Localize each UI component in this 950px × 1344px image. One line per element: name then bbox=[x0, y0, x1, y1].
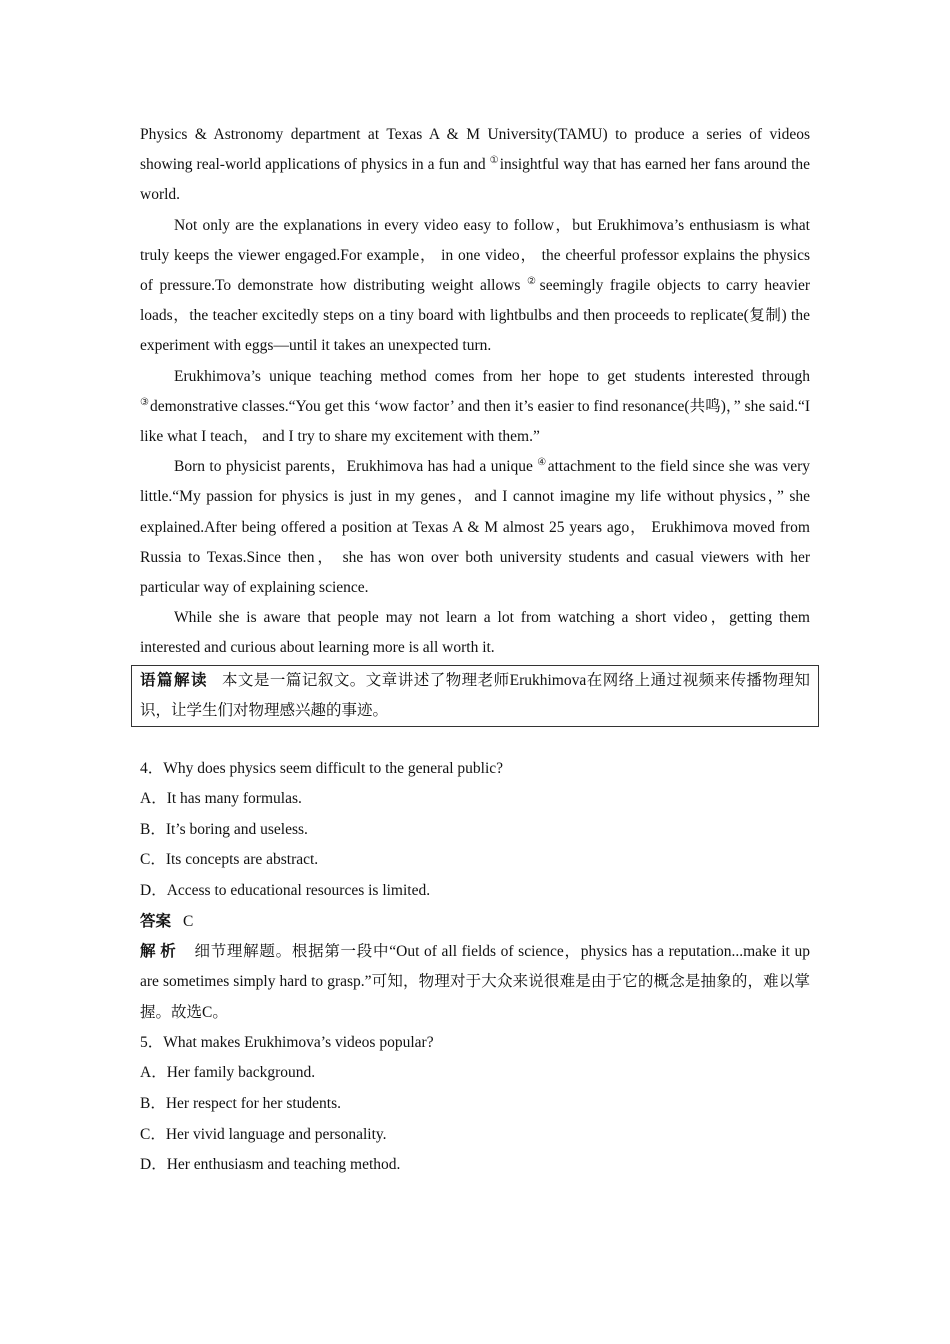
question-4-option-d: D．Access to educational resources is limited. bbox=[140, 882, 431, 900]
question-4-analysis bbox=[140, 937, 810, 1028]
reading-summary-box bbox=[131, 665, 819, 727]
passage-paragraph-3: Erukhimova’s unique teaching method comes from her hope to get students interested through ③demonstrative classes.“You get this ‘wow factor’ and then it’s easier to find resonance(共鸣)，” she said.“I like what I teach， and I try to share my excitement with them.” bbox=[140, 367, 811, 446]
passage-paragraph-2: Not only are the explanations in every video easy to follow，but Erukhimova’s enthusiasm is what truly keeps the viewer engaged.For example， in one video， the cheerful professor explains the physics of pressure.To demonstrate how distributing weight allows ②seemingly fragile objects to carry heavier loads，the teacher excitedly steps on a tiny board with lightbulbs and then proceeds to replicate(复制) the experiment with eggs—until it takes an unexpected turn. bbox=[140, 216, 810, 355]
answer-value: C bbox=[183, 912, 194, 930]
passage-paragraph-5: While she is aware that people may not learn a lot from watching a short video，getting them interested and curious about learning more is all worth it. bbox=[140, 609, 810, 657]
annotation-marker-3: ③ bbox=[140, 396, 150, 408]
question-5-option-d: D．Her enthusiasm and teaching method. bbox=[140, 1156, 401, 1174]
answer-label: 答案 bbox=[140, 912, 172, 930]
question-4-answer bbox=[140, 907, 810, 938]
analysis-text: 细节理解题。根据第一段中“Out of all fields of science，physics has a reputation...make it up are sometimes simply hard to grasp.”可知，物理对于大众来说很难是由于它的概念是抽象的，难以掌握。故选C。 bbox=[140, 943, 810, 1021]
annotation-marker-4: ④ bbox=[537, 457, 547, 469]
question-5-option-c: C．Her vivid language and personality. bbox=[140, 1125, 387, 1143]
question-4-option-c: C．Its concepts are abstract. bbox=[140, 851, 319, 869]
question-5-stem: 5．What makes Erukhimova’s videos popular? bbox=[140, 1033, 434, 1051]
question-4-stem: 4．Why does physics seem difficult to the general public? bbox=[140, 759, 504, 777]
analysis-label: 解析 bbox=[140, 943, 181, 961]
question-4-option-b: B．It’s boring and useless. bbox=[140, 820, 308, 838]
question-5-option-b: B．Her respect for her students. bbox=[140, 1095, 342, 1113]
reading-summary-label: 语篇解读 bbox=[140, 671, 208, 689]
document-page bbox=[140, 120, 810, 1181]
spacer bbox=[140, 727, 810, 754]
passage-paragraph-4: Born to physicist parents，Erukhimova has had a unique ④attachment to the field since she was very little.“My passion for physics is just in my genes，and I cannot imagine my life without physics，” she explained.After being offered a position at Texas A & M almost 25 years ago， Erukhimova moved from Russia to Texas.Since then， she has won over both university students and casual viewers with her particular way of explaining science. bbox=[140, 457, 810, 597]
passage-paragraph-1: Physics & Astronomy department at Texas A & M University(TAMU) to produce a series of videos showing real-world applications of physics in a fun and ①insightful way that has earned her fans around the world. bbox=[140, 126, 811, 204]
annotation-marker-2: ② bbox=[527, 276, 539, 288]
question-4-option-a: A．It has many formulas. bbox=[140, 790, 302, 808]
annotation-marker-1: ① bbox=[489, 155, 499, 167]
reading-summary-text: 本文是一篇记叙文。文章讲述了物理老师Erukhimova在网络上通过视频来传播物理知识，让学生们对物理感兴趣的事迹。 bbox=[140, 671, 810, 719]
question-5-option-a: A．Her family background. bbox=[140, 1064, 316, 1082]
